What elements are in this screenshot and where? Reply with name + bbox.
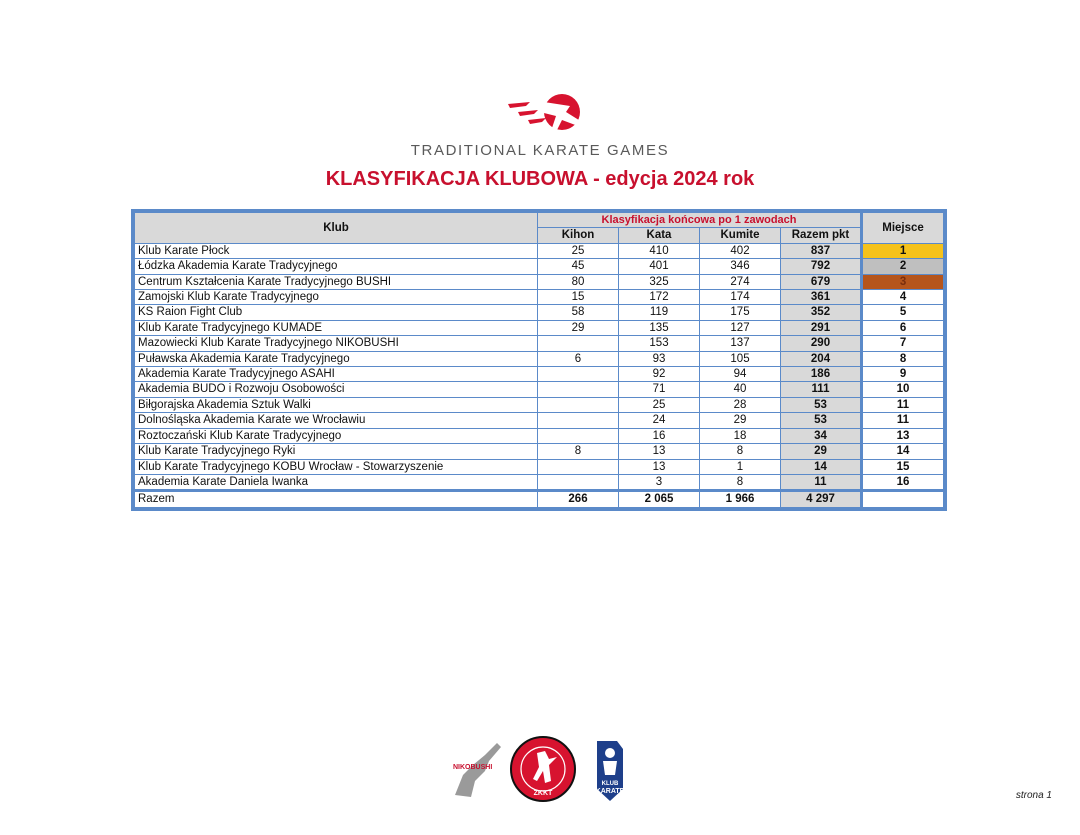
brand-name: TRADITIONAL KARATE GAMES bbox=[410, 142, 670, 159]
cell-club: KS Raion Fight Club bbox=[135, 305, 538, 320]
cell-kata: 401 bbox=[619, 259, 700, 274]
cell-kumite: 8 bbox=[700, 444, 781, 459]
cell-kihon bbox=[538, 428, 619, 443]
cell-kata: 2 065 bbox=[619, 491, 700, 507]
svg-text:KARATE: KARATE bbox=[595, 788, 625, 795]
cell-total: 14 bbox=[781, 459, 862, 474]
table-row bbox=[135, 474, 944, 490]
cell-rank: 15 bbox=[862, 459, 944, 474]
cell-kumite: 402 bbox=[700, 243, 781, 258]
zkkt-logo-icon bbox=[511, 737, 575, 801]
cell-total: 34 bbox=[781, 428, 862, 443]
table-row bbox=[135, 320, 944, 335]
cell-kumite: 18 bbox=[700, 428, 781, 443]
nikobushi-logo-icon bbox=[453, 743, 501, 797]
table-row bbox=[135, 290, 944, 305]
table-row bbox=[135, 243, 944, 258]
table-row bbox=[135, 413, 944, 428]
cell-total: 361 bbox=[781, 290, 862, 305]
cell-kata: 13 bbox=[619, 444, 700, 459]
table-row bbox=[135, 444, 944, 459]
col-group-header: Klasyfikacja końcowa po 1 zawodach bbox=[538, 213, 862, 228]
cell-kumite: 8 bbox=[700, 474, 781, 490]
klub-karate-logo-icon bbox=[596, 741, 625, 801]
cell-rank: 5 bbox=[862, 305, 944, 320]
col-header-kata: Kata bbox=[619, 228, 700, 243]
cell-kihon bbox=[538, 413, 619, 428]
cell-kumite: 28 bbox=[700, 397, 781, 412]
cell-kata: 25 bbox=[619, 397, 700, 412]
cell-club: Dolnośląska Akademia Karate we Wrocławiu bbox=[135, 413, 538, 428]
cell-kihon bbox=[538, 397, 619, 412]
cell-rank: 13 bbox=[862, 428, 944, 443]
cell-total: 679 bbox=[781, 274, 862, 289]
cell-rank: 8 bbox=[862, 351, 944, 366]
table-row bbox=[135, 397, 944, 412]
cell-total: 837 bbox=[781, 243, 862, 258]
cell-kumite: 94 bbox=[700, 367, 781, 382]
col-header-rank: Miejsce bbox=[862, 213, 944, 244]
cell-rank: 10 bbox=[862, 382, 944, 397]
cell-rank: 6 bbox=[862, 320, 944, 335]
cell-kata: 153 bbox=[619, 336, 700, 351]
cell-total: 53 bbox=[781, 413, 862, 428]
cell-club: Puławska Akademia Karate Tradycyjnego bbox=[135, 351, 538, 366]
cell-kihon: 8 bbox=[538, 444, 619, 459]
cell-kihon: 25 bbox=[538, 243, 619, 258]
cell-club: Biłgorajska Akademia Sztuk Walki bbox=[135, 397, 538, 412]
cell-kata: 325 bbox=[619, 274, 700, 289]
cell-total: 11 bbox=[781, 474, 862, 490]
table-row bbox=[135, 305, 944, 320]
cell-kumite: 105 bbox=[700, 351, 781, 366]
cell-kumite: 29 bbox=[700, 413, 781, 428]
cell-club: Akademia Karate Daniela Iwanka bbox=[135, 474, 538, 490]
cell-club: Zamojski Klub Karate Tradycyjnego bbox=[135, 290, 538, 305]
cell-club: Akademia BUDO i Rozwoju Osobowości bbox=[135, 382, 538, 397]
footer-logos bbox=[445, 735, 645, 805]
cell-total: 29 bbox=[781, 444, 862, 459]
cell-kata: 71 bbox=[619, 382, 700, 397]
cell-club: Roztoczański Klub Karate Tradycyjnego bbox=[135, 428, 538, 443]
cell-kihon bbox=[538, 474, 619, 490]
cell-rank bbox=[862, 491, 944, 507]
table-row bbox=[135, 351, 944, 366]
cell-rank: 7 bbox=[862, 336, 944, 351]
table-row bbox=[135, 382, 944, 397]
cell-total: 186 bbox=[781, 367, 862, 382]
cell-kihon: 80 bbox=[538, 274, 619, 289]
table-row bbox=[135, 336, 944, 351]
cell-kumite: 1 bbox=[700, 459, 781, 474]
cell-kumite: 346 bbox=[700, 259, 781, 274]
cell-club: Klub Karate Płock bbox=[135, 243, 538, 258]
cell-kata: 16 bbox=[619, 428, 700, 443]
cell-club: Klub Karate Tradycyjnego KOBU Wrocław - Stowarzyszenie bbox=[135, 459, 538, 474]
page-title: KLASYFIKACJA KLUBOWA - edycja 2024 rok bbox=[325, 168, 755, 190]
cell-club: Klub Karate Tradycyjnego Ryki bbox=[135, 444, 538, 459]
cell-kata: 172 bbox=[619, 290, 700, 305]
cell-club: Mazowiecki Klub Karate Tradycyjnego NIKOBUSHI bbox=[135, 336, 538, 351]
cell-club: Łódzka Akademia Karate Tradycyjnego bbox=[135, 259, 538, 274]
cell-rank: 9 bbox=[862, 367, 944, 382]
cell-kihon: 6 bbox=[538, 351, 619, 366]
cell-rank: 3 bbox=[862, 274, 944, 289]
cell-club: Centrum Kształcenia Karate Tradycyjnego BUSHI bbox=[135, 274, 538, 289]
cell-kata: 92 bbox=[619, 367, 700, 382]
col-header-kumite: Kumite bbox=[700, 228, 781, 243]
cell-kata: 135 bbox=[619, 320, 700, 335]
table-row bbox=[135, 459, 944, 474]
cell-club: Akademia Karate Tradycyjnego ASAHI bbox=[135, 367, 538, 382]
cell-kihon: 15 bbox=[538, 290, 619, 305]
cell-kumite: 137 bbox=[700, 336, 781, 351]
cell-club: Klub Karate Tradycyjnego KUMADE bbox=[135, 320, 538, 335]
cell-rank: 2 bbox=[862, 259, 944, 274]
tkg-logo-icon bbox=[500, 92, 600, 140]
cell-kihon: 266 bbox=[538, 491, 619, 507]
cell-kihon bbox=[538, 459, 619, 474]
page-number: strona 1 bbox=[1015, 790, 1052, 801]
cell-rank: 11 bbox=[862, 397, 944, 412]
cell-total: 204 bbox=[781, 351, 862, 366]
club-ranking-table bbox=[131, 209, 947, 511]
cell-total: 290 bbox=[781, 336, 862, 351]
cell-kihon bbox=[538, 382, 619, 397]
cell-total: 291 bbox=[781, 320, 862, 335]
table-row bbox=[135, 274, 944, 289]
cell-rank: 1 bbox=[862, 243, 944, 258]
cell-total: 4 297 bbox=[781, 491, 862, 507]
cell-kata: 3 bbox=[619, 474, 700, 490]
table-row bbox=[135, 367, 944, 382]
cell-kata: 93 bbox=[619, 351, 700, 366]
cell-rank: 11 bbox=[862, 413, 944, 428]
table-row bbox=[135, 428, 944, 443]
cell-kihon: 45 bbox=[538, 259, 619, 274]
cell-rank: 16 bbox=[862, 474, 944, 490]
cell-kata: 13 bbox=[619, 459, 700, 474]
cell-kumite: 40 bbox=[700, 382, 781, 397]
cell-kata: 119 bbox=[619, 305, 700, 320]
cell-total: 352 bbox=[781, 305, 862, 320]
cell-rank: 14 bbox=[862, 444, 944, 459]
cell-kumite: 174 bbox=[700, 290, 781, 305]
svg-text:KLUB: KLUB bbox=[601, 781, 619, 787]
cell-kihon bbox=[538, 367, 619, 382]
svg-text:ZKKT: ZKKT bbox=[533, 790, 553, 797]
cell-kata: 410 bbox=[619, 243, 700, 258]
col-header-kihon: Kihon bbox=[538, 228, 619, 243]
table-sum-row bbox=[135, 491, 944, 507]
svg-text:NIKOBUSHI: NIKOBUSHI bbox=[453, 764, 493, 771]
col-header-club: Klub bbox=[135, 213, 538, 244]
cell-kumite: 127 bbox=[700, 320, 781, 335]
cell-kata: 24 bbox=[619, 413, 700, 428]
cell-kihon: 58 bbox=[538, 305, 619, 320]
cell-total: 111 bbox=[781, 382, 862, 397]
col-header-total: Razem pkt bbox=[781, 228, 862, 243]
cell-kumite: 175 bbox=[700, 305, 781, 320]
cell-rank: 4 bbox=[862, 290, 944, 305]
cell-club: Razem bbox=[135, 491, 538, 507]
cell-kumite: 1 966 bbox=[700, 491, 781, 507]
cell-kumite: 274 bbox=[700, 274, 781, 289]
cell-kihon: 29 bbox=[538, 320, 619, 335]
cell-total: 53 bbox=[781, 397, 862, 412]
table-row bbox=[135, 259, 944, 274]
cell-total: 792 bbox=[781, 259, 862, 274]
cell-kihon bbox=[538, 336, 619, 351]
